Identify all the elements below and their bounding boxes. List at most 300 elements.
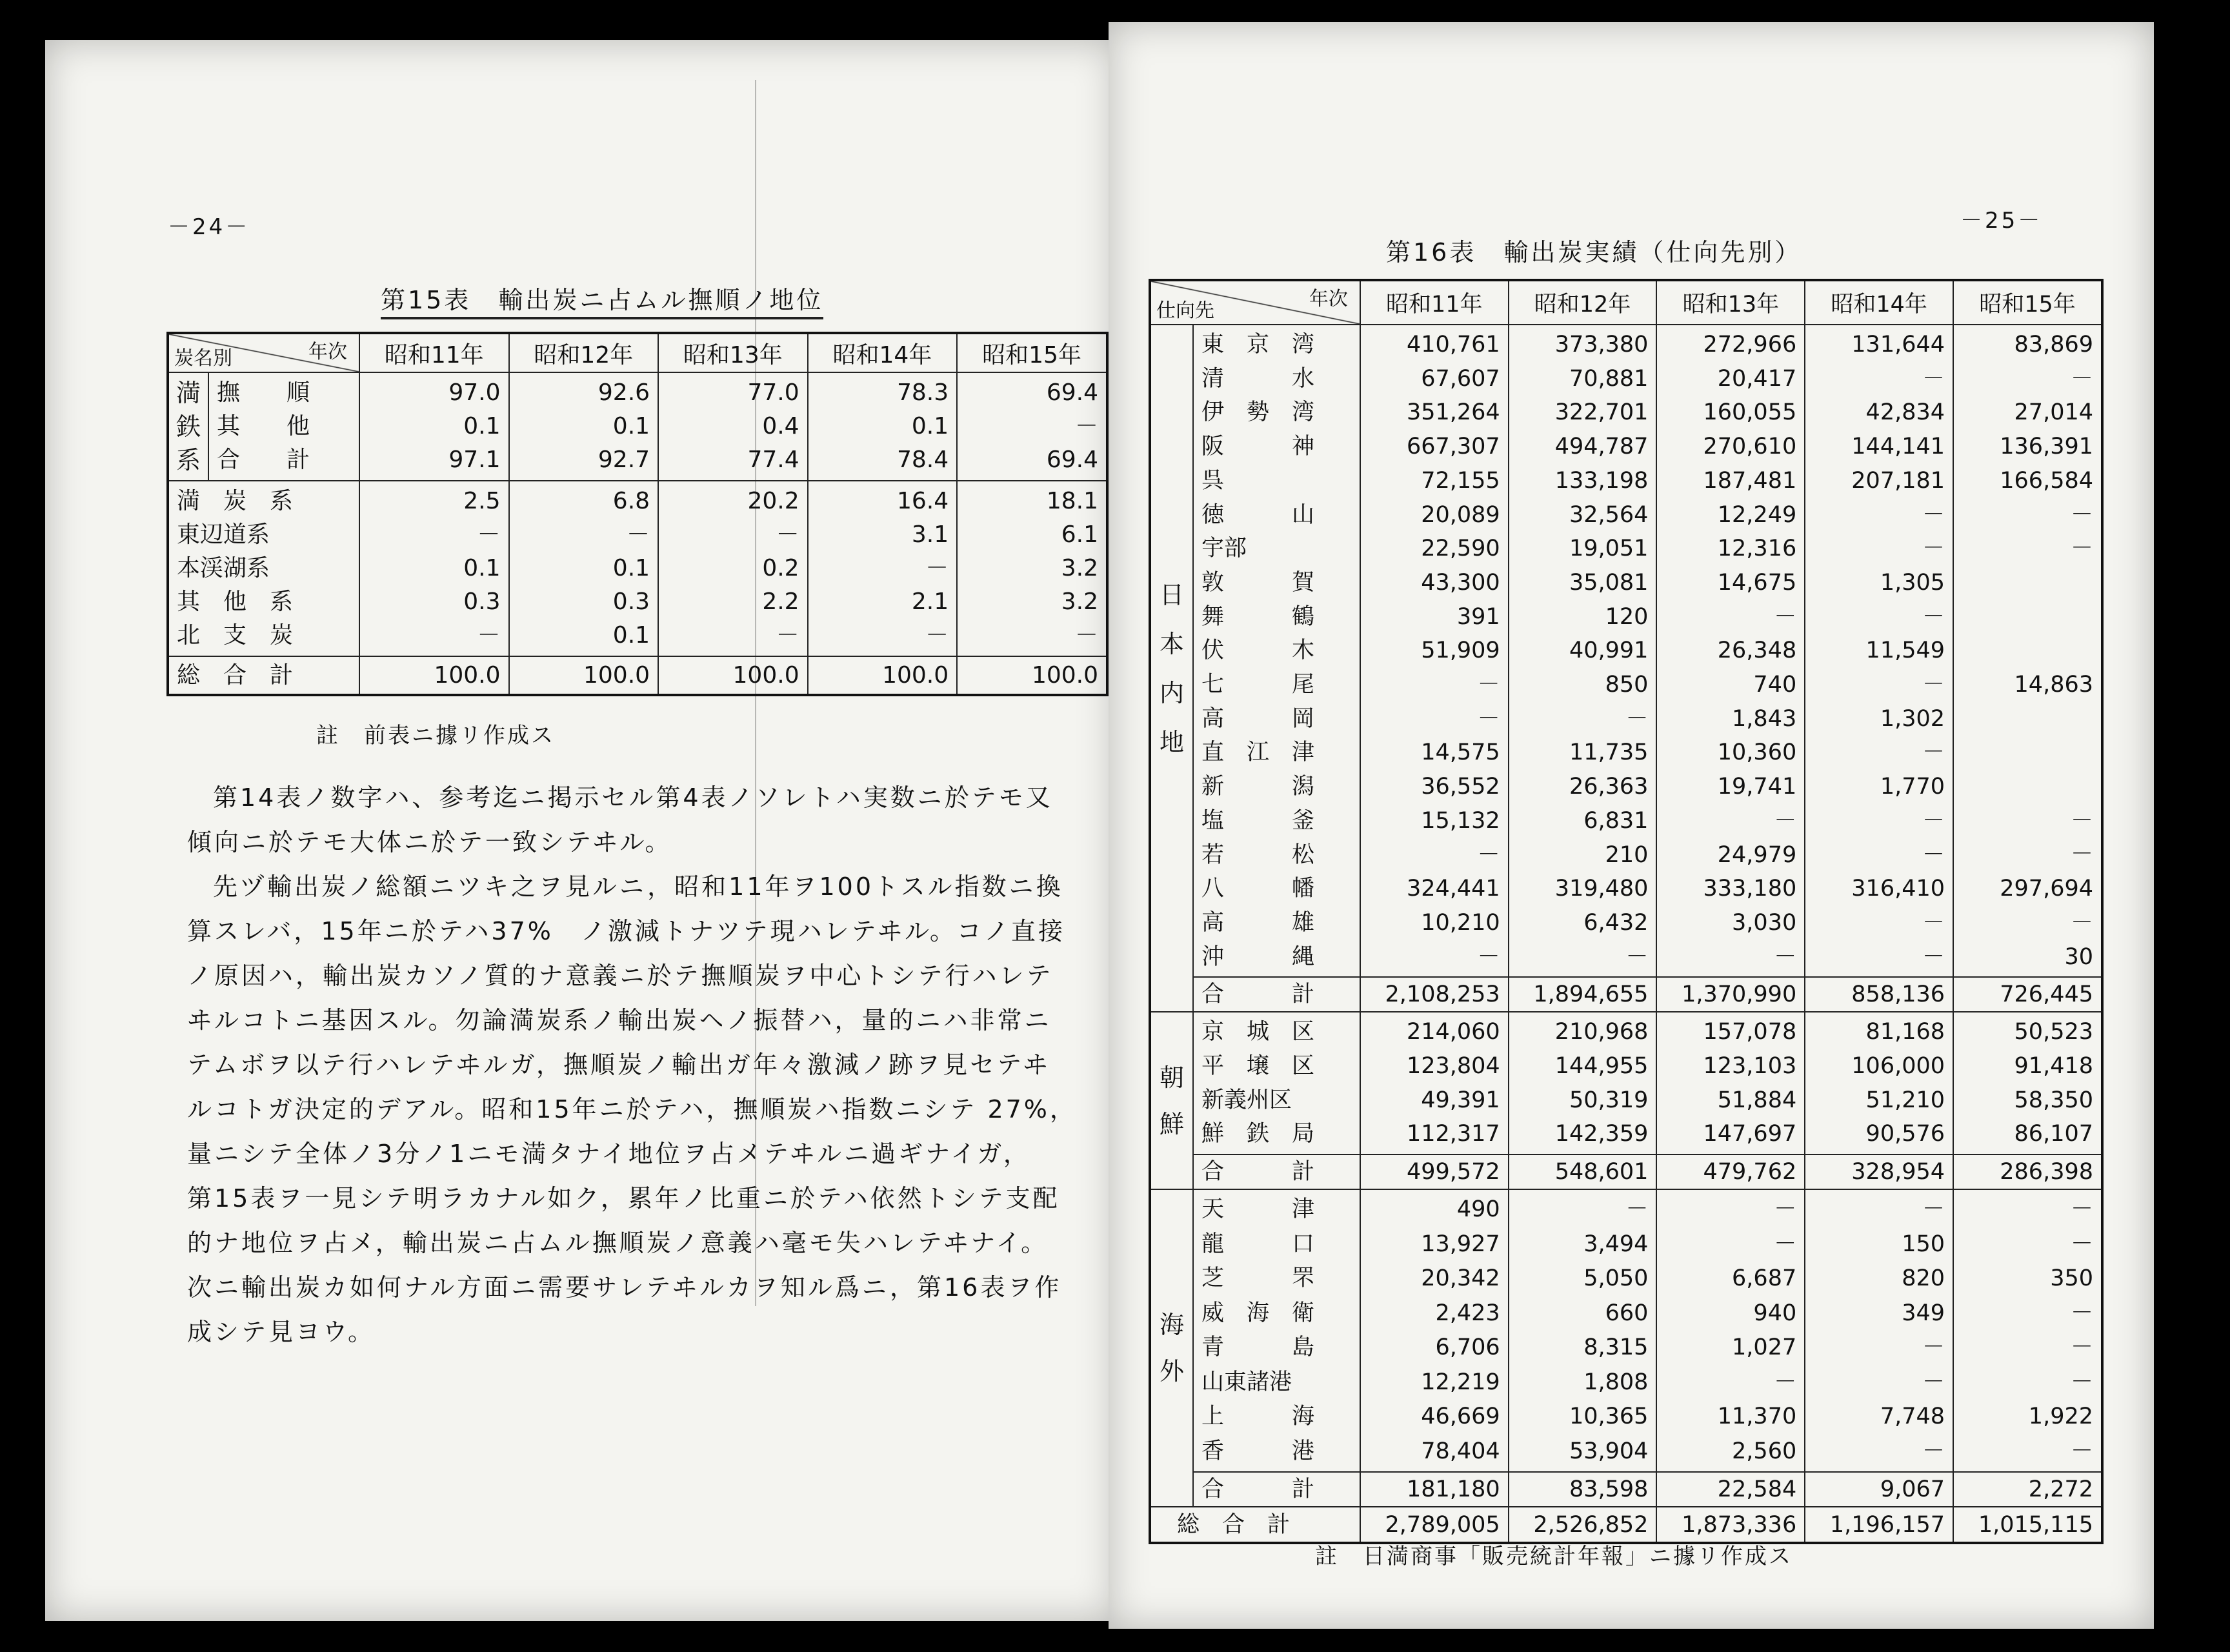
value: 2,423	[1435, 1300, 1500, 1326]
corner-year-label: 年次	[308, 341, 347, 363]
value: －	[1625, 705, 1649, 732]
value: 373,380	[1554, 332, 1649, 358]
value: 92.6	[598, 379, 650, 406]
group-char: 満	[176, 379, 201, 407]
row-label: 本渓湖系	[177, 555, 270, 581]
text-line: ヰルコトニ基因スル。勿論満炭系ノ輸出炭ヘノ振替ハ，量的ニハ非常ニ	[187, 1006, 1052, 1034]
value: 3.2	[1061, 555, 1098, 581]
place-labels	[1193, 1012, 1360, 1154]
value: 77.0	[747, 379, 799, 406]
value: 27,014	[2014, 399, 2093, 426]
value: －	[2070, 365, 2093, 392]
value-cell	[957, 481, 1107, 656]
group2-row-labels	[168, 481, 359, 656]
value: 67,607	[1421, 365, 1500, 392]
value: 142,359	[1554, 1121, 1649, 1147]
value: 210	[1605, 841, 1649, 868]
value: 322,701	[1554, 399, 1649, 426]
table15	[166, 332, 1109, 696]
text-line: 第15表ヲ一見シテ明ラカナル如ク，累年ノ比重ニ於テハ依然トシテ支配	[187, 1184, 1060, 1213]
section-row	[1150, 1012, 2102, 1154]
total-cell: 1,894,655	[1509, 977, 1657, 1012]
total-cell: 726,445	[1953, 977, 2102, 1012]
value: 51,909	[1421, 638, 1500, 664]
value: 6,687	[1732, 1265, 1797, 1292]
value: 69.4	[1046, 379, 1098, 406]
value: 20,089	[1421, 501, 1500, 528]
place-label: 若 松	[1201, 841, 1315, 868]
value: 35,081	[1569, 569, 1649, 596]
value: 12,316	[1717, 536, 1797, 562]
value: －	[2070, 909, 2093, 936]
total-cell: 2,272	[1953, 1472, 2102, 1507]
value: 12,249	[1717, 501, 1797, 528]
value: 187,481	[1703, 467, 1797, 494]
value: 2.2	[762, 589, 799, 615]
place-label: 東 京 湾	[1201, 332, 1315, 358]
value: 20.2	[747, 488, 799, 514]
region-char: 本	[1159, 629, 1184, 658]
right-page	[1109, 22, 2154, 1629]
value: 11,549	[1865, 638, 1945, 664]
total-cell: 100.0	[957, 656, 1107, 695]
value: 78,404	[1421, 1438, 1500, 1464]
value: 1,302	[1880, 705, 1945, 732]
value: 46,669	[1421, 1404, 1500, 1430]
region-char: 朝	[1159, 1063, 1184, 1092]
value: －	[1922, 672, 1945, 698]
place-label: 芝 罘	[1201, 1265, 1315, 1292]
section-row	[1150, 1189, 2102, 1472]
value: －	[1922, 909, 1945, 936]
value-cell	[658, 372, 808, 481]
value: 667,307	[1406, 434, 1500, 460]
value: 58,350	[2014, 1087, 2093, 1113]
value: 50,523	[2014, 1019, 2093, 1045]
value: －	[1074, 413, 1098, 439]
total-label-cell	[1193, 1154, 1360, 1189]
value: 50,319	[1569, 1087, 1649, 1113]
table15-title: 第15表 輸出炭ニ占ムル撫順ノ地位	[381, 280, 823, 319]
year-header: 昭和11年	[359, 333, 509, 372]
value	[1962, 770, 2093, 804]
row-label: 其 他 系	[177, 589, 294, 615]
page-number-right: －25－	[1960, 208, 2043, 234]
value: 8,315	[1583, 1335, 1649, 1361]
value: 30	[2064, 943, 2093, 970]
text-line: ノ原因ハ，輸出炭カソノ質的ナ意義ニ於テ撫順炭ヲ中心トシテ行ハレテ	[187, 962, 1054, 990]
body-text	[187, 776, 1116, 1355]
value: 1,770	[1880, 774, 1945, 800]
table15-group1	[168, 372, 1107, 481]
value: 1,922	[2028, 1404, 2093, 1430]
value-cell	[1360, 1012, 1509, 1154]
value: －	[1922, 1438, 1945, 1464]
value: －	[1922, 603, 1945, 630]
value-cell	[1509, 1012, 1657, 1154]
region-label-cell	[1150, 325, 1193, 1012]
year-header: 昭和15年	[1953, 280, 2102, 325]
place-label: 新義州区	[1201, 1087, 1292, 1113]
value: 14,675	[1717, 569, 1797, 596]
total-cell: 83,598	[1509, 1472, 1657, 1507]
corner-destination-label: 仕向先	[1156, 299, 1214, 322]
place-label: 高 岡	[1201, 705, 1315, 732]
value: 160,055	[1703, 399, 1797, 426]
grand-total-row	[1150, 1507, 2102, 1543]
place-label: 呉	[1201, 467, 1225, 494]
region-char: 鮮	[1159, 1109, 1184, 1138]
value: 166,584	[2000, 467, 2093, 494]
year-header: 昭和12年	[1509, 280, 1657, 325]
value: －	[2070, 841, 2093, 868]
value-cell	[1953, 325, 2102, 977]
row-label: 東辺道系	[177, 521, 270, 548]
value: 297,694	[2000, 876, 2093, 902]
value: －	[1922, 1196, 1945, 1223]
place-label: 龍 口	[1201, 1231, 1315, 1257]
total-cell: 858,136	[1805, 977, 1953, 1012]
value-cell	[808, 372, 958, 481]
value: 5,050	[1583, 1265, 1649, 1292]
value: 22,590	[1421, 536, 1500, 562]
value: 40,991	[1569, 638, 1649, 664]
total-cell: 286,398	[1953, 1154, 2102, 1189]
total-cell: 181,180	[1360, 1472, 1509, 1507]
value: 150	[1902, 1231, 1945, 1257]
total-cell: 328,954	[1805, 1154, 1953, 1189]
value: 11,370	[1717, 1404, 1797, 1430]
value: 6.1	[1061, 521, 1098, 548]
page-number-left: －24－	[168, 214, 250, 240]
region-label-cell	[1150, 1189, 1193, 1507]
place-labels	[1193, 1189, 1360, 1472]
value: －	[1625, 1196, 1649, 1223]
grand-total-cell: 2,789,005	[1360, 1507, 1509, 1543]
value	[1962, 566, 2093, 600]
value-cell	[1953, 1189, 2102, 1472]
value: －	[1774, 943, 1797, 970]
value: 0.1	[612, 413, 650, 439]
value: 0.3	[612, 589, 650, 615]
value: 207,181	[1851, 467, 1945, 494]
total-cell: 100.0	[808, 656, 958, 695]
place-label: 直 江 津	[1201, 740, 1315, 766]
total-cell: 100.0	[658, 656, 808, 695]
value: 10,360	[1717, 740, 1797, 766]
year-header: 昭和13年	[658, 333, 808, 372]
table15-note: 註 前表ニ據リ作成ス	[316, 723, 555, 749]
value: 123,103	[1703, 1053, 1797, 1080]
place-label: 宇部	[1201, 536, 1247, 562]
value: 43,300	[1421, 569, 1500, 596]
value: 319,480	[1554, 876, 1649, 902]
value: 78.3	[896, 379, 949, 406]
place-label: 京 城 区	[1201, 1019, 1315, 1045]
value: 660	[1605, 1300, 1649, 1326]
value: －	[2070, 1196, 2093, 1223]
table15-total-row	[168, 656, 1107, 695]
value: －	[776, 622, 799, 649]
value: 42,834	[1865, 399, 1945, 426]
grand-total-cell: 1,015,115	[1953, 1507, 2102, 1543]
value-cell	[1360, 1189, 1509, 1472]
value: 36,552	[1421, 774, 1500, 800]
value-cell	[509, 481, 659, 656]
table15-header-row	[168, 333, 1107, 372]
value: 490	[1456, 1196, 1500, 1223]
year-header: 昭和13年	[1656, 280, 1805, 325]
value: 2.1	[911, 589, 949, 615]
total-cell: 22,584	[1656, 1472, 1805, 1507]
value: 51,884	[1717, 1087, 1797, 1113]
value: 0.1	[612, 555, 650, 581]
value: 1,027	[1732, 1335, 1797, 1361]
place-label: 七 尾	[1201, 672, 1315, 698]
group-char: 鉄	[176, 412, 201, 441]
value: 3,494	[1583, 1231, 1649, 1257]
value: 78.4	[896, 447, 949, 473]
total-label: 総 合 計	[177, 661, 294, 689]
table16-corner	[1150, 280, 1360, 325]
value: －	[1774, 1369, 1797, 1395]
value-cell	[1509, 1189, 1657, 1472]
value-cell	[1805, 1189, 1953, 1472]
text-line: テムボヲ以テ行ハレテヰルガ，撫順炭ノ輸出ガ年々激減ノ跡ヲ見セテヰ	[187, 1051, 1050, 1079]
value: 144,141	[1851, 434, 1945, 460]
value: －	[1922, 807, 1945, 834]
value: 49,391	[1421, 1087, 1500, 1113]
value: 72,155	[1421, 467, 1500, 494]
value-cell	[1953, 1012, 2102, 1154]
region-char: 外	[1159, 1357, 1184, 1386]
value: －	[1477, 672, 1500, 698]
value: 16.4	[896, 488, 949, 514]
value: 20,342	[1421, 1265, 1500, 1292]
value: －	[2070, 1335, 2093, 1361]
text-line: 的ナ地位ヲ占メ，輸出炭ニ占ムル撫順炭ノ意義ハ毫モ失ハレテヰナイ。	[187, 1229, 1049, 1257]
place-label: 鮮 鉄 局	[1201, 1121, 1315, 1147]
year-header: 昭和14年	[808, 333, 958, 372]
value-cell	[957, 372, 1107, 481]
value: 69.4	[1046, 447, 1098, 473]
value	[1962, 600, 2093, 634]
place-label: 上 海	[1201, 1404, 1315, 1430]
value: －	[1774, 1196, 1797, 1223]
value: 136,391	[2000, 434, 2093, 460]
value-cell	[359, 481, 509, 656]
grand-total-label-cell	[1150, 1507, 1360, 1543]
value: 7,748	[1880, 1404, 1945, 1430]
value: 6,831	[1583, 807, 1649, 834]
row-label: 北 支 炭	[177, 622, 294, 649]
region-label-cell	[1150, 1012, 1193, 1189]
value: 0.1	[463, 555, 501, 581]
value: 410,761	[1406, 332, 1500, 358]
row-label: 撫 順	[217, 379, 310, 406]
value: 820	[1902, 1265, 1945, 1292]
value: －	[477, 622, 501, 649]
value: －	[477, 521, 501, 548]
place-label: 沖 縄	[1201, 943, 1315, 970]
group1-labels	[168, 372, 359, 481]
region-char: 地	[1159, 727, 1184, 756]
value: －	[2070, 536, 2093, 562]
section-total-row	[1150, 977, 2102, 1012]
place-label: 香 港	[1201, 1438, 1315, 1464]
value: 272,966	[1703, 332, 1797, 358]
value: 10,365	[1569, 1404, 1649, 1430]
row-label: 満 炭 系	[177, 488, 294, 514]
table16-note: 註 日満商事「販売統計年報」ニ據リ作成ス	[1315, 1544, 1793, 1569]
value: 81,168	[1865, 1019, 1945, 1045]
total-label-cell	[168, 656, 359, 695]
value: －	[1922, 365, 1945, 392]
text-line: 成シテ見ヨウ。	[187, 1318, 375, 1346]
place-label: 舞 鶴	[1201, 603, 1315, 630]
value: 0.4	[762, 413, 799, 439]
year-header: 昭和12年	[509, 333, 659, 372]
place-label: 平 壌 区	[1201, 1053, 1315, 1080]
value: －	[925, 622, 949, 649]
value: 120	[1605, 603, 1649, 630]
value: 83,869	[2014, 332, 2093, 358]
value: 494,787	[1554, 434, 1649, 460]
year-header: 昭和14年	[1805, 280, 1953, 325]
value	[1962, 736, 2093, 770]
place-label: 清 水	[1201, 365, 1315, 392]
place-labels	[1193, 325, 1360, 977]
value: －	[1774, 1231, 1797, 1257]
value: 270,610	[1703, 434, 1797, 460]
value: 90,576	[1865, 1121, 1945, 1147]
value: －	[1922, 943, 1945, 970]
value: －	[2070, 1231, 2093, 1257]
value: 70,881	[1569, 365, 1649, 392]
place-label: 青 島	[1201, 1335, 1315, 1361]
value: 350	[2050, 1265, 2093, 1292]
text-line: 量ニシテ全体ノ3分ノ1ニモ満タナイ地位ヲ占メテヰルニ過ギナイガ，	[187, 1140, 1030, 1168]
value: 940	[1753, 1300, 1797, 1326]
grand-total-cell: 2,526,852	[1509, 1507, 1657, 1543]
group1-vertical-label	[169, 373, 209, 480]
value: 77.4	[747, 447, 799, 473]
value: 3.1	[911, 521, 949, 548]
total-label-cell	[1193, 977, 1360, 1012]
corner-coal-label: 炭名別	[174, 347, 232, 370]
value: 18.1	[1046, 488, 1098, 514]
value: －	[1625, 943, 1649, 970]
value: 32,564	[1569, 501, 1649, 528]
value: 740	[1753, 672, 1797, 698]
value: 20,417	[1717, 365, 1797, 392]
text-line: 算スレバ，15年ニ於テハ37% ノ激減トナツテ現ハレテヰル。コノ直接	[187, 917, 1065, 945]
value: 51,210	[1865, 1087, 1945, 1113]
value: 112,317	[1406, 1121, 1500, 1147]
text-line: 第14表ノ数字ハ、参考迄ニ掲示セル第4表ノソレトハ実数ニ於テモ又	[213, 783, 1053, 812]
total-cell: 9,067	[1805, 1472, 1953, 1507]
section-total-row	[1150, 1154, 2102, 1189]
value: 144,955	[1554, 1053, 1649, 1080]
table16	[1149, 279, 2104, 1544]
value: 210,968	[1554, 1019, 1649, 1045]
value: 86,107	[2014, 1121, 2093, 1147]
place-label: 徳 山	[1201, 501, 1315, 528]
value: 324,441	[1406, 876, 1500, 902]
total-cell: 499,572	[1360, 1154, 1509, 1189]
value: 0.3	[463, 589, 501, 615]
value: 0.1	[612, 622, 650, 649]
grand-total-label: 総 合 計	[1177, 1511, 1291, 1538]
value: 131,644	[1851, 332, 1945, 358]
total-label: 合 計	[1201, 1159, 1315, 1185]
row-label: 合 計	[217, 447, 310, 473]
total-cell: 2,108,253	[1360, 977, 1509, 1012]
value: 0.1	[463, 413, 501, 439]
value: 147,697	[1703, 1121, 1797, 1147]
total-cell: 548,601	[1509, 1154, 1657, 1189]
total-label: 合 計	[1201, 1476, 1315, 1503]
group-char: 系	[176, 446, 201, 474]
value: 1,843	[1732, 705, 1797, 732]
total-cell: 479,762	[1656, 1154, 1805, 1189]
value: 0.2	[762, 555, 799, 581]
value: －	[627, 521, 650, 548]
text-line: 傾向ニ於テモ大体ニ於テ一致シテヰル。	[187, 828, 672, 856]
value: 91,418	[2014, 1053, 2093, 1080]
place-label: 新 潟	[1201, 774, 1315, 800]
total-cell: 100.0	[509, 656, 659, 695]
value: 6.8	[612, 488, 650, 514]
place-label: 天 津	[1201, 1196, 1315, 1223]
row-label: 其 他	[217, 413, 310, 439]
value: －	[2070, 1438, 2093, 1464]
value: 316,410	[1851, 876, 1945, 902]
table15-group2	[168, 481, 1107, 656]
place-label: 八 幡	[1201, 876, 1315, 902]
left-page	[45, 40, 1116, 1621]
value: －	[1922, 536, 1945, 562]
value: 157,078	[1703, 1019, 1797, 1045]
value: 349	[1902, 1300, 1945, 1326]
value: 15,132	[1421, 807, 1500, 834]
table16-body	[1150, 325, 2102, 1543]
value: －	[1477, 841, 1500, 868]
value: 14,863	[2014, 671, 2093, 698]
grand-total-cell: 1,873,336	[1656, 1507, 1805, 1543]
place-label: 阪 神	[1201, 434, 1315, 460]
total-label: 合 計	[1201, 982, 1315, 1008]
value: －	[1774, 807, 1797, 834]
value: －	[776, 521, 799, 548]
value-cell	[1805, 325, 1953, 977]
value: 11,735	[1569, 740, 1649, 766]
value: 26,363	[1569, 774, 1649, 800]
table16-title: 第16表 輸出炭実績（仕向先別）	[1386, 238, 1802, 267]
value: 14,575	[1421, 740, 1500, 766]
table15-corner	[168, 333, 359, 372]
region-char: 日	[1159, 580, 1184, 609]
table16-header-row	[1150, 280, 2102, 325]
value: －	[1922, 501, 1945, 528]
value: 333,180	[1703, 876, 1797, 902]
value: 97.0	[448, 379, 501, 406]
place-label: 山東諸港	[1201, 1369, 1292, 1395]
value: 3.2	[1061, 589, 1098, 615]
value-cell	[509, 372, 659, 481]
value-cell	[1360, 325, 1509, 977]
value: －	[2070, 807, 2093, 834]
